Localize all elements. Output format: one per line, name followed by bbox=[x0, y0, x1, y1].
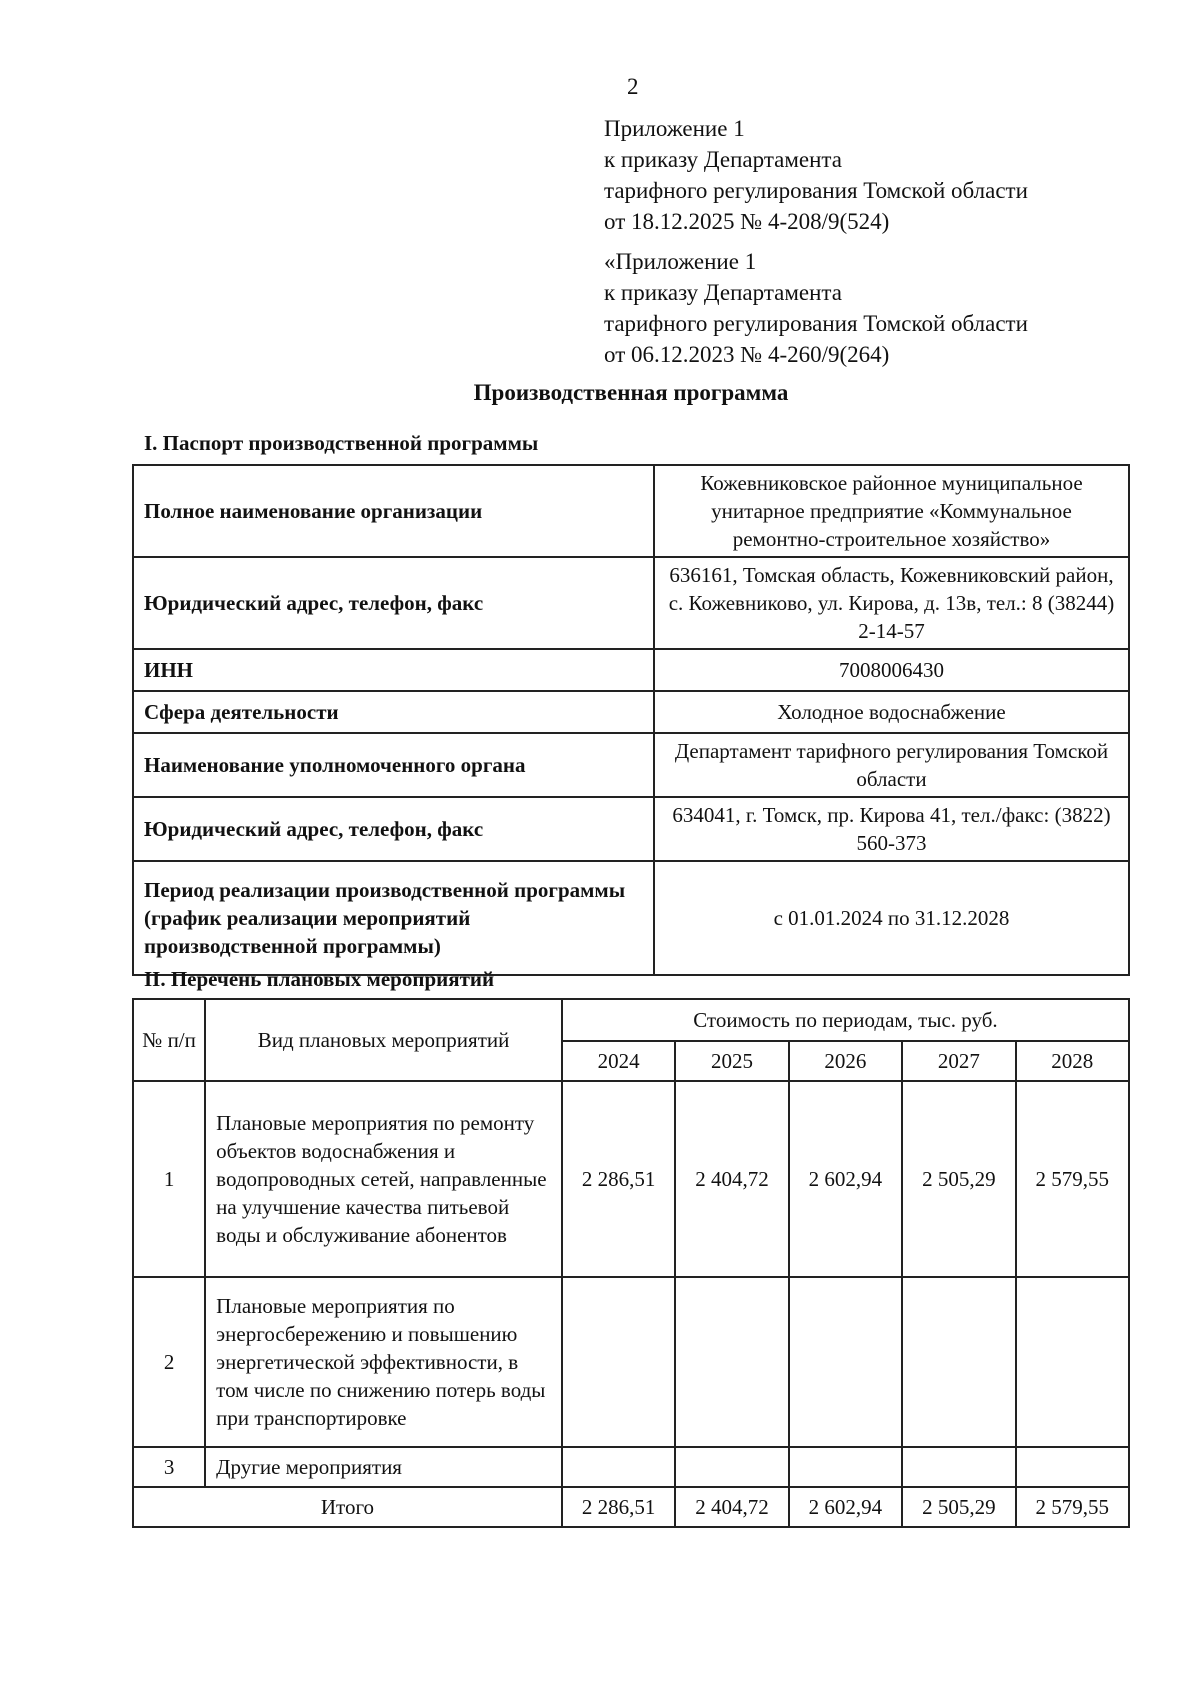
annex-previous-reference bbox=[604, 246, 1028, 370]
page-number: 2 bbox=[627, 74, 639, 99]
row-value: Кожевниковское районное муниципальное унитарное предприятие «Коммунальное ремонтно-строительное хозяйство» bbox=[654, 465, 1129, 557]
header-cost: Стоимость по периодам, тыс. руб. bbox=[562, 999, 1129, 1041]
row-label: Наименование уполномоченного органа bbox=[133, 733, 654, 797]
row-name: Плановые мероприятия по ремонту объектов водоснабжения и водопроводных сетей, направленные на улучшение качества питьевой воды и обслуживание абонентов bbox=[205, 1081, 562, 1277]
header-row bbox=[133, 999, 1129, 1041]
annex-line: тарифного регулирования Томской области bbox=[604, 178, 1028, 203]
table-row bbox=[133, 557, 1129, 649]
table-row bbox=[133, 1447, 1129, 1487]
row-value: 7008006430 bbox=[654, 649, 1129, 691]
row-value: 2 505,29 bbox=[902, 1081, 1015, 1277]
row-label: ИНН bbox=[133, 649, 654, 691]
table-row bbox=[133, 1081, 1129, 1277]
table-row bbox=[133, 861, 1129, 975]
row-value: 2 404,72 bbox=[675, 1081, 788, 1277]
table-row bbox=[133, 649, 1129, 691]
row-value bbox=[562, 1447, 675, 1487]
row-value: 2 579,55 bbox=[1016, 1081, 1129, 1277]
header-name: Вид плановых мероприятий bbox=[205, 999, 562, 1081]
total-value: 2 404,72 bbox=[675, 1487, 788, 1527]
row-value bbox=[675, 1447, 788, 1487]
table-row bbox=[133, 797, 1129, 861]
annex-line: тарифного регулирования Томской области bbox=[604, 311, 1028, 336]
row-value: Холодное водоснабжение bbox=[654, 691, 1129, 733]
row-value bbox=[902, 1277, 1015, 1447]
table-row bbox=[133, 733, 1129, 797]
annex-line: Приложение 1 bbox=[604, 116, 745, 141]
row-label: Полное наименование организации bbox=[133, 465, 654, 557]
row-value: 634041, г. Томск, пр. Кирова 41, тел./факс: (3822) 560-373 bbox=[654, 797, 1129, 861]
measures-table bbox=[132, 998, 1130, 1528]
total-value: 2 579,55 bbox=[1016, 1487, 1129, 1527]
section-title-passport: I. Паспорт производственной программы bbox=[144, 431, 539, 455]
row-value: 636161, Томская область, Кожевниковский район, с. Кожевниково, ул. Кирова, д. 13в, тел.: 8 (38244) 2-14-57 bbox=[654, 557, 1129, 649]
annex-current-reference bbox=[604, 113, 1028, 237]
row-name: Плановые мероприятия по энергосбережению и повышению энергетической эффективности, в том числе по снижению потерь воды при транспортировке bbox=[205, 1277, 562, 1447]
row-number: 1 bbox=[133, 1081, 205, 1277]
row-value bbox=[789, 1277, 902, 1447]
annex-line: «Приложение 1 bbox=[604, 249, 757, 274]
row-number: 3 bbox=[133, 1447, 205, 1487]
total-value: 2 286,51 bbox=[562, 1487, 675, 1527]
row-value: с 01.01.2024 по 31.12.2028 bbox=[654, 861, 1129, 975]
header-year: 2028 bbox=[1016, 1041, 1129, 1081]
header-num: № п/п bbox=[133, 999, 205, 1081]
row-name: Другие мероприятия bbox=[205, 1447, 562, 1487]
total-row bbox=[133, 1487, 1129, 1527]
annex-line: от 18.12.2025 № 4-208/9(524) bbox=[604, 209, 890, 234]
row-value bbox=[789, 1447, 902, 1487]
row-value bbox=[1016, 1277, 1129, 1447]
annex-line: к приказу Департамента bbox=[604, 280, 842, 305]
table-row bbox=[133, 465, 1129, 557]
document-title: Производственная программа bbox=[473, 380, 789, 405]
row-value bbox=[562, 1277, 675, 1447]
annex-line: к приказу Департамента bbox=[604, 147, 842, 172]
row-value bbox=[675, 1277, 788, 1447]
annex-line: от 06.12.2023 № 4-260/9(264) bbox=[604, 342, 890, 367]
table-row bbox=[133, 691, 1129, 733]
header-year: 2025 bbox=[675, 1041, 788, 1081]
row-label: Сфера деятельности bbox=[133, 691, 654, 733]
total-value: 2 602,94 bbox=[789, 1487, 902, 1527]
row-value: 2 602,94 bbox=[789, 1081, 902, 1277]
table-row bbox=[133, 1277, 1129, 1447]
row-label: Юридический адрес, телефон, факс bbox=[133, 797, 654, 861]
row-value bbox=[1016, 1447, 1129, 1487]
section-title-measures: II. Перечень плановых мероприятий bbox=[144, 967, 495, 991]
total-value: 2 505,29 bbox=[902, 1487, 1015, 1527]
row-number: 2 bbox=[133, 1277, 205, 1447]
header-year: 2027 bbox=[902, 1041, 1015, 1081]
row-label: Период реализации производственной программы (график реализации мероприятий производственной программы) bbox=[133, 861, 654, 975]
row-value: Департамент тарифного регулирования Томской области bbox=[654, 733, 1129, 797]
row-value bbox=[902, 1447, 1015, 1487]
header-year: 2024 bbox=[562, 1041, 675, 1081]
row-label: Юридический адрес, телефон, факс bbox=[133, 557, 654, 649]
passport-table bbox=[132, 464, 1130, 976]
total-label: Итого bbox=[133, 1487, 562, 1527]
row-value: 2 286,51 bbox=[562, 1081, 675, 1277]
header-year: 2026 bbox=[789, 1041, 902, 1081]
